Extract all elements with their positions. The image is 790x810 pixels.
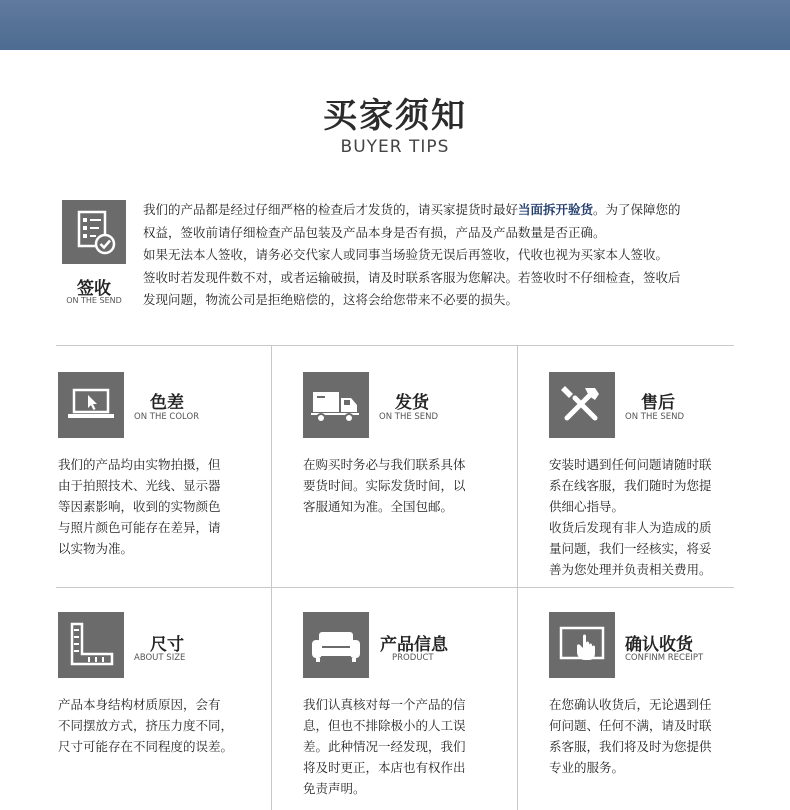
cell-aftersale-line: 量问题，我们一经核实，将妥 (549, 541, 712, 556)
cell-aftersale-subtitle: ON THE SEND (625, 412, 685, 422)
cell-color-line: 由于拍照技术、光线、显示器 (58, 478, 221, 493)
cell-product-subtitle: PRODUCT (392, 653, 434, 663)
sign-line-2: 权益，签收前请仔细检查产品包装及产品本身是否有损，产品及产品数量是否正确。 (143, 224, 606, 240)
grid-divider-middle (56, 587, 734, 588)
grid-divider-left (271, 345, 272, 810)
cell-receipt-title: 确认收货 (625, 635, 693, 655)
top-banner (0, 0, 790, 50)
cell-size-subtitle: ABOUT SIZE (134, 653, 186, 663)
cell-shipping-subtitle: ON THE SEND (379, 412, 439, 422)
cell-color-line: 我们的产品均由实物拍摄，但 (58, 457, 221, 472)
delivery-truck-icon (303, 372, 369, 438)
cell-size-title: 尺寸 (150, 635, 184, 655)
cell-color-line: 等因素影响，收到的实物颜色 (58, 499, 221, 514)
cell-product-line: 将及时更正，本店也有权作出 (303, 760, 466, 775)
cell-color-title: 色差 (150, 393, 184, 413)
cell-shipping-text (303, 454, 513, 517)
sign-line-1 (143, 199, 743, 222)
cell-shipping-line: 在购买时务必与我们联系具体 (303, 457, 466, 472)
cell-aftersale-line: 系在线客服，我们随时为您提 (549, 478, 712, 493)
tools-icon (549, 372, 615, 438)
sign-line-1-pre: 我们的产品都是经过仔细严格的检查后才发货的，请买家提货时最好 (143, 202, 519, 217)
cell-aftersale-text (549, 454, 749, 580)
cell-size-line: 不同摆放方式，挤压力度不同， (58, 718, 234, 733)
cell-shipping-line: 要货时间。实际发货时间，以 (303, 478, 466, 493)
grid-divider-right (517, 345, 518, 810)
cell-product-line: 我们认真核对每一个产品的信 (303, 697, 466, 712)
cell-size-line: 尺寸可能存在不同程度的误差。 (58, 739, 234, 754)
cell-aftersale-title: 售后 (641, 393, 675, 413)
cell-receipt-line: 在您确认收货后，无论遇到任 (549, 697, 712, 712)
sign-description (143, 199, 743, 312)
laptop-cursor-icon (58, 372, 124, 438)
cell-color-subtitle: ON THE COLOR (134, 412, 200, 422)
checklist-icon (62, 200, 126, 264)
sign-highlight: 当面拆开验货 (518, 202, 594, 217)
sign-line-5: 发现问题，物流公司是拒绝赔偿的，这将会给您带来不必要的损失。 (143, 292, 519, 307)
sofa-icon (303, 612, 369, 678)
cell-aftersale-line: 供细心指导。 (549, 499, 625, 514)
cell-color-line: 与照片颜色可能存在差异，请 (58, 520, 221, 535)
cell-receipt-text (549, 694, 749, 778)
cell-receipt-line: 系客服，我们将及时为您提供 (549, 739, 712, 754)
grid-divider-top (56, 345, 734, 346)
sign-line-1-post: 。为了保障您的 (593, 202, 681, 217)
cell-size-line: 产品本身结构材质原因，会有 (58, 697, 221, 712)
sign-title: 签收 (77, 279, 111, 299)
ruler-icon (58, 612, 124, 678)
sign-subtitle: ON THE SEND (66, 296, 122, 305)
sign-line-3: 如果无法本人签收，请务必交代家人或同事当场验货无误后再签收，代收也视为买家本人签收。 (143, 247, 669, 262)
cell-aftersale-line: 安装时遇到任何问题请随时联 (549, 457, 712, 472)
cell-receipt-subtitle: CONFINM RECEIPT (625, 653, 704, 663)
cell-aftersale-line: 善为您处理并负责相关费用。 (549, 562, 712, 577)
cell-receipt-line: 专业的服务。 (549, 760, 625, 775)
sign-line-4: 签收时若发现件数不对，或者运输破损，请及时联系客服为您解决。若签收时不仔细检查，签收后 (143, 269, 681, 285)
cell-product-line: 差。此种情况一经发现，我们 (303, 739, 466, 754)
cell-size-text (58, 694, 268, 757)
page-title: 买家须知 (323, 96, 467, 136)
cell-color-line: 以实物为准。 (58, 541, 134, 556)
cell-product-text (303, 694, 513, 799)
touch-screen-icon (549, 612, 615, 678)
cell-receipt-line: 何问题、任何不满，请及时联 (549, 718, 712, 733)
cell-color-text (58, 454, 263, 559)
cell-product-line: 息，但也不排除极小的人工误 (303, 718, 466, 733)
cell-shipping-line: 客服通知为准。全国包邮。 (303, 499, 454, 514)
page-subtitle: BUYER TIPS (340, 137, 450, 157)
cell-product-line: 免责声明。 (303, 781, 366, 796)
cell-product-title: 产品信息 (380, 635, 448, 655)
cell-aftersale-line: 收货后发现有非人为造成的质 (549, 520, 712, 535)
cell-shipping-title: 发货 (395, 393, 429, 413)
